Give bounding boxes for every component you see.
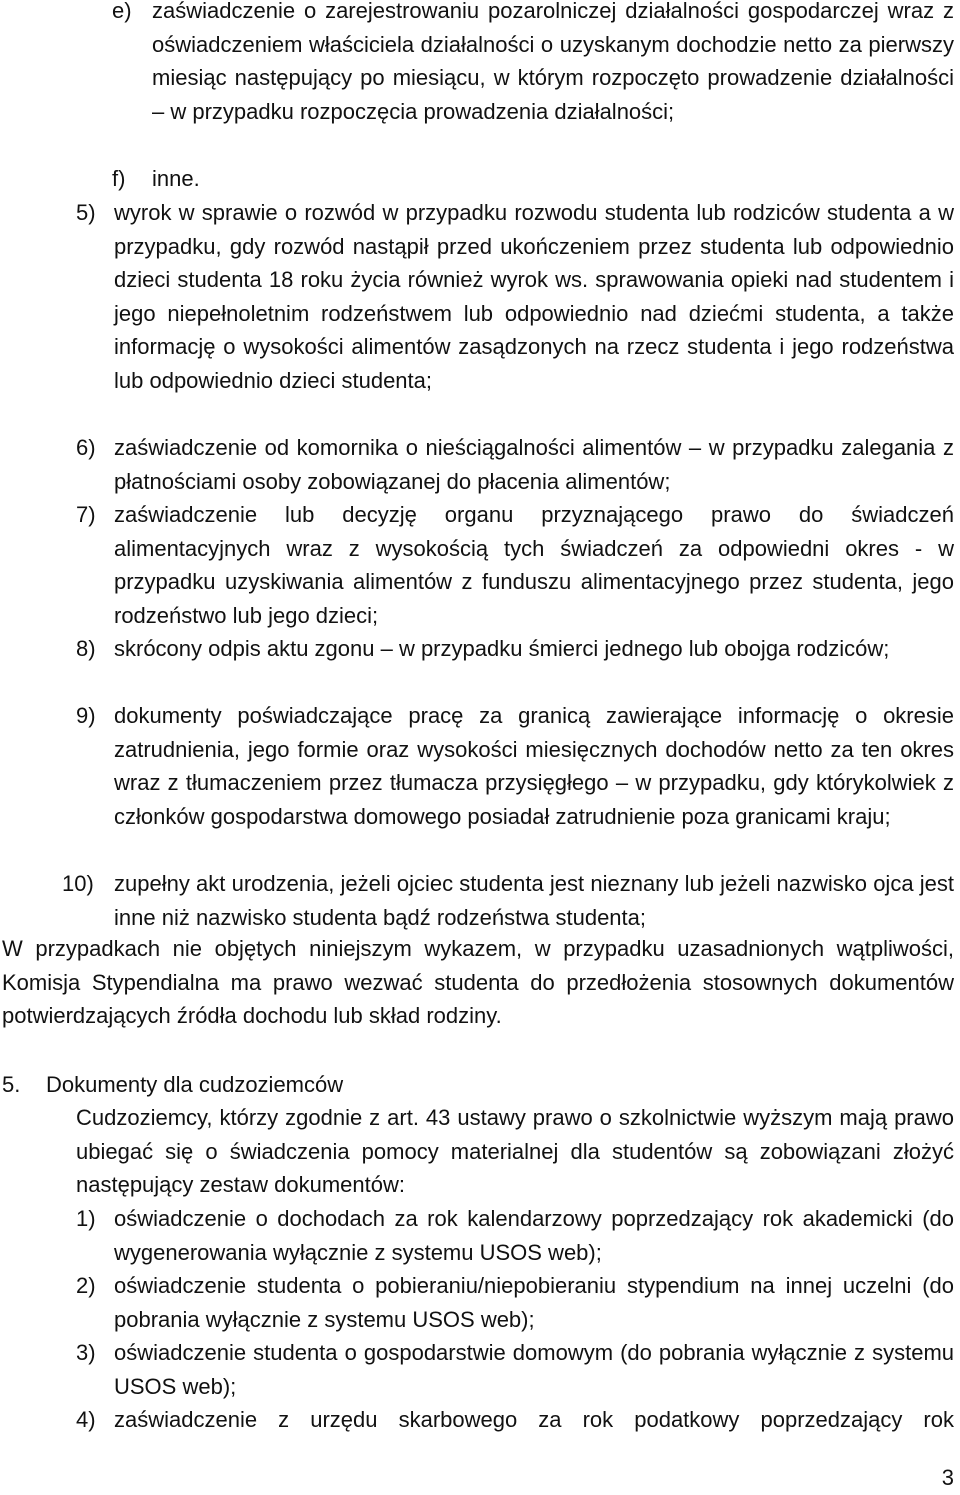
list-item-f xyxy=(152,162,200,196)
list-item-8 xyxy=(114,632,954,666)
page-number: 3 xyxy=(941,1465,954,1490)
list-item-e-text: zaświadczenie o zarejestrowaniu pozarolniczej działalności gospodarczej wraz z oświadczeniem właściciela działalności o uzyskanym dochodzie netto za pierwszy miesiąc następujący po miesiącu, w którym rozpoczęto prowadzenie działalności – w przypadku rozpoczęcia prowadzenia działalności; xyxy=(152,0,954,124)
list-item-9-text: dokumenty poświadczające pracę za granicą zawierające informację o okresie zatrudnienia, jego formie oraz wysokości miesięcznych dochodów netto za ten okres wraz z tłumaczeniem przez tłumacza przysięgłego – w przypadku, gdy którykolwiek z członków gospodarstwa domowego posiadał zatrudnienie poza granicami kraju; xyxy=(114,703,954,829)
section-intro xyxy=(76,1101,954,1202)
list-item-10 xyxy=(114,867,954,934)
list-label-10: 10) xyxy=(62,871,94,896)
doc-item-2-text: oświadczenie studenta o pobieraniu/niepobieraniu stypendium na innej uczelni (do pobrania wyłącznie z systemu USOS web); xyxy=(114,1273,954,1332)
list-label-f: f) xyxy=(112,166,126,191)
list-item-10-text: zupełny akt urodzenia, jeżeli ojciec studenta jest nieznany lub jeżeli nazwisko ojca jest inne niż nazwisko studenta bądź rodzeństwa studenta; xyxy=(114,871,954,930)
list-label-6: 6) xyxy=(76,435,96,460)
list-item-5 xyxy=(114,196,954,398)
list-label-7: 7) xyxy=(76,502,96,527)
doc-label-1: 1) xyxy=(76,1206,96,1231)
list-item-9 xyxy=(114,699,954,833)
doc-item-1-text: oświadczenie o dochodach za rok kalendarzowy poprzedzający rok akademicki (do wygenerowania wyłącznie z systemu USOS web); xyxy=(114,1206,954,1265)
doc-item-4-text: zaświadczenie z urzędu skarbowego za rok podatkowy poprzedzający rok xyxy=(114,1407,954,1432)
doc-item-3 xyxy=(114,1336,954,1403)
section-intro-text: Cudzoziemcy, którzy zgodnie z art. 43 ustawy prawo o szkolnictwie wyższym mają prawo ubiegać się o świadczenia pomocy materialnej dla studentów są zobowiązani złożyć następujący zestaw dokumentów: xyxy=(76,1105,954,1198)
section-title: Dokumenty dla cudzoziemców xyxy=(46,1072,344,1097)
list-label-e: e) xyxy=(112,0,132,23)
note-paragraph xyxy=(2,932,954,1033)
list-label-9: 9) xyxy=(76,703,96,728)
section-number: 5. xyxy=(2,1072,21,1097)
list-item-f-text: inne. xyxy=(152,166,200,191)
doc-item-1 xyxy=(114,1202,954,1269)
list-item-6 xyxy=(114,431,954,498)
doc-item-3-text: oświadczenie studenta o gospodarstwie domowym (do pobrania wyłącznie z systemu USOS web); xyxy=(114,1340,954,1399)
list-item-e xyxy=(152,0,954,128)
list-label-8: 8) xyxy=(76,636,96,661)
list-item-7 xyxy=(114,498,954,632)
doc-label-3: 3) xyxy=(76,1340,96,1365)
note-text: W przypadkach nie objętych niniejszym wykazem, w przypadku uzasadnionych wątpliwości, Komisja Stypendialna ma prawo wezwać studenta do przedłożenia stosownych dokumentów potwierdzających źródła dochodu lub skład rodziny. xyxy=(2,936,954,1029)
list-item-8-text: skrócony odpis aktu zgonu – w przypadku śmierci jednego lub obojga rodziców; xyxy=(114,636,890,661)
list-item-5-text: wyrok w sprawie o rozwód w przypadku rozwodu studenta lub rodziców studenta a w przypadku, gdy rozwód nastąpił przed ukończeniem przez studenta lub odpowiednio dzieci studenta 18 roku życia również wyrok ws. sprawowania opieki nad studentem i jego niepełnoletnim rodzeństwem lub odpowiednio nad dziećmi studenta, a także informację o wysokości alimentów zasądzonych na rzecz studenta i jego rodzeństwa lub odpowiednio dzieci studenta; xyxy=(114,200,954,393)
doc-item-4 xyxy=(114,1403,954,1437)
list-item-6-text: zaświadczenie od komornika o nieściągalności alimentów – w przypadku zalegania z płatnościami osoby zobowiązanej do płacenia alimentów; xyxy=(114,435,954,494)
doc-label-4: 4) xyxy=(76,1407,96,1432)
doc-item-2 xyxy=(114,1269,954,1336)
doc-label-2: 2) xyxy=(76,1273,96,1298)
list-label-5: 5) xyxy=(76,200,96,225)
list-item-7-text: zaświadczenie lub decyzję organu przyznającego prawo do świadczeń alimentacyjnych wraz z wysokością tych świadczeń za odpowiedni okres - w przypadku uzyskiwania alimentów z funduszu alimentacyjnego przez studenta, jego rodzeństwo lub jego dzieci; xyxy=(114,502,954,628)
